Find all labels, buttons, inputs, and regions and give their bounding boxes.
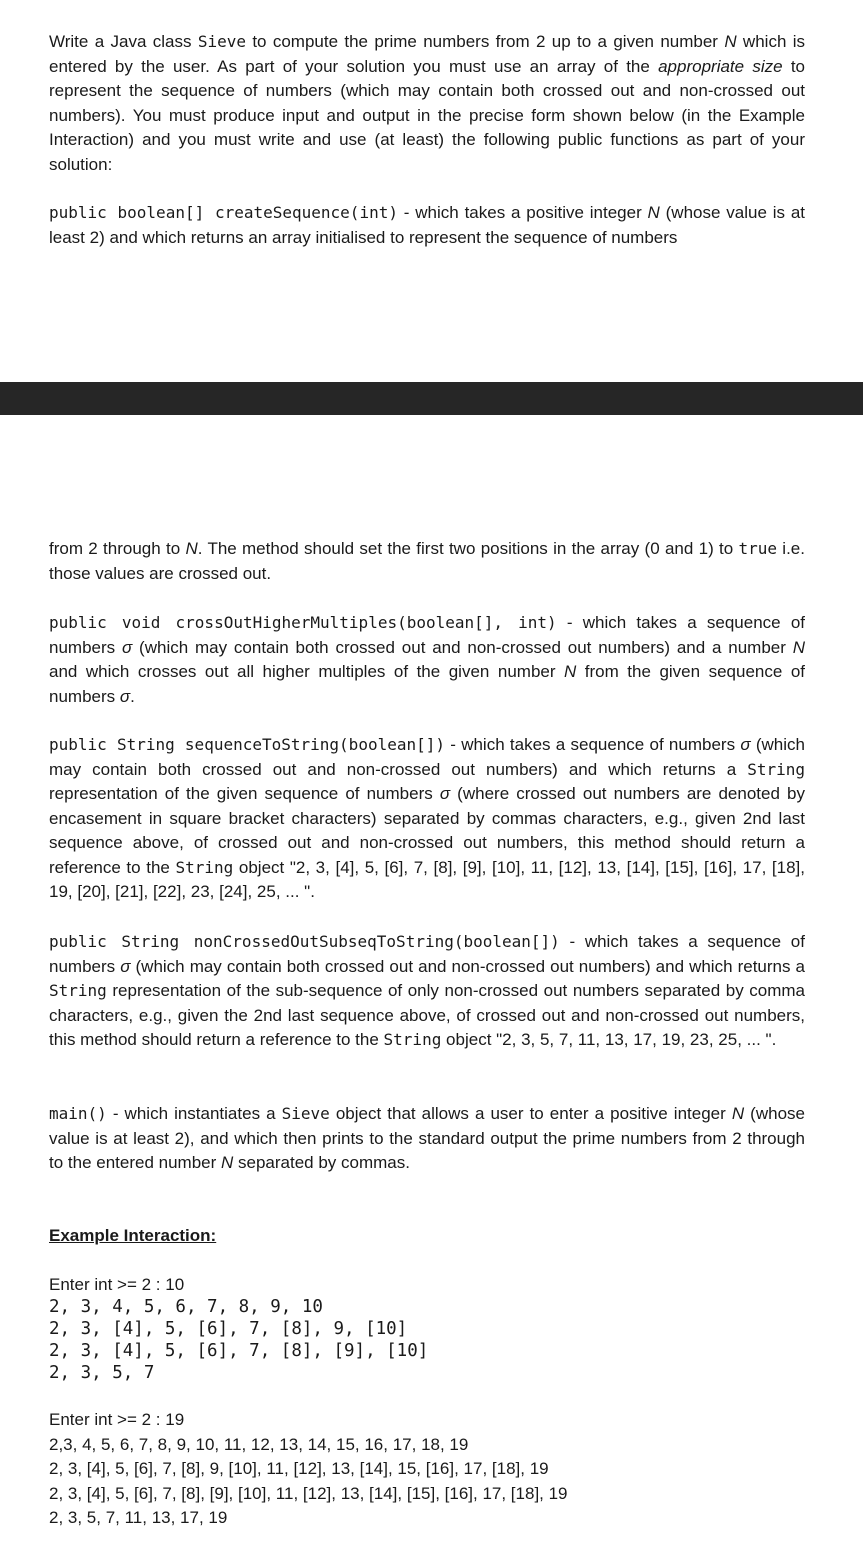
code-string: String: [383, 1030, 442, 1049]
text: to compute the prime numbers from 2 up to a given number: [245, 32, 725, 51]
sigma: σ: [439, 784, 451, 803]
run1-line: 2, 3, [4], 5, [6], 7, [8], 9, [10]: [49, 1319, 408, 1339]
text: object "2, 3, [4], 5, [6], 7, [8], [9], [10], 11, [12], 13, [14], [15], [16], 17, [18], 19, [20], [21], [22], 23, [24], 25, ... ".: [49, 857, 805, 901]
noncrossed-paragraph: [49, 930, 805, 1053]
text: - which takes a sequence of numbers: [49, 613, 805, 657]
code-signature: public String nonCrossedOutSubseqToString(boolean[]): [49, 932, 560, 951]
code-string: String: [175, 857, 234, 877]
text: i.e. those values are crossed out.: [49, 539, 805, 583]
text: separated by commas.: [233, 1153, 410, 1172]
create-sequence-continued: [49, 537, 805, 586]
code-string: String: [747, 759, 805, 779]
text: - which instantiates a: [106, 1104, 282, 1123]
text: (which may contain both crossed out and non-crossed out numbers) and which returns a: [49, 735, 805, 779]
text: and which crosses out all higher multiples of the given number: [49, 662, 565, 681]
run2-line: 2,3, 4, 5, 6, 7, 8, 9, 10, 11, 12, 13, 14, 15, 16, 17, 18, 19: [49, 1434, 469, 1454]
code-signature: public String sequenceToString(boolean[]): [49, 735, 446, 754]
text: Write a Java class: [49, 32, 198, 51]
code-signature: public void crossOutHigherMultiples(boolean[], int): [49, 613, 557, 632]
code-class-name: Sieve: [197, 32, 246, 51]
sequence-to-string-paragraph: [49, 733, 805, 905]
text: - which takes a sequence of numbers: [445, 735, 741, 754]
example-run-2: [49, 1408, 805, 1531]
run1-line: 2, 3, 5, 7: [49, 1363, 155, 1383]
text: representation of the sub-sequence of only non-crossed out numbers separated by comma characters, e.g., given the 2nd last sequence above, of crossed out and non-crossed out numbers, this method should return a reference to the: [49, 981, 805, 1049]
run1-prompt: Enter int >= 2 : 10: [49, 1275, 185, 1294]
sigma: σ: [121, 637, 133, 657]
run2-line: 2, 3, 5, 7, 11, 13, 17, 19: [49, 1508, 228, 1527]
run2-prompt: Enter int >= 2 : 19: [49, 1410, 185, 1429]
code-true: true: [738, 539, 778, 558]
run1-line: 2, 3, 4, 5, 6, 7, 8, 9, 10: [49, 1297, 323, 1317]
sigma: σ: [120, 956, 131, 976]
text: object "2, 3, 5, 7, 11, 13, 17, 19, 23, 25, ... ".: [441, 1030, 777, 1049]
intro-paragraph: [49, 30, 805, 177]
var-n: N: [221, 1153, 234, 1172]
text: (which may contain both crossed out and non-crossed out numbers) and which returns a: [130, 956, 805, 976]
text: object that allows a user to enter a positive integer: [329, 1104, 732, 1123]
text: (whose value is at least 2) and which returns an array initialised to represent the sequence of numbers: [49, 203, 805, 247]
var-n: N: [564, 662, 577, 681]
code-string: String: [49, 981, 107, 1000]
text: representation of the given sequence of numbers: [49, 784, 440, 803]
redaction-bar: [0, 382, 863, 415]
var-n: N: [185, 539, 198, 558]
var-n: N: [731, 1104, 745, 1123]
run1-line: 2, 3, [4], 5, [6], 7, [8], [9], [10]: [49, 1341, 429, 1361]
text: (where crossed out numbers are denoted by encasement in square bracket characters) separated by commas characters, e.g., given 2nd last sequence above, of crossed out and non-crossed out numbers, this method should return a reference to the: [49, 784, 805, 877]
code-class-name: Sieve: [281, 1104, 330, 1123]
text: .: [130, 686, 135, 706]
text: from the given sequence of numbers: [49, 662, 805, 706]
text: from 2 through to: [49, 539, 186, 558]
run2-line: 2, 3, [4], 5, [6], 7, [8], [9], [10], 11, [12], 13, [14], [15], [16], 17, [18], 19: [49, 1483, 568, 1503]
create-sequence-paragraph: [49, 201, 805, 250]
text: - which takes a sequence of numbers: [49, 932, 805, 976]
emphasis: appropriate size: [658, 56, 783, 76]
example-run-1: [49, 1273, 805, 1384]
sigma: σ: [119, 686, 131, 706]
text: - which takes a positive integer: [397, 203, 648, 222]
main-paragraph: [49, 1102, 805, 1176]
run2-line: 2, 3, [4], 5, [6], 7, [8], 9, [10], 11, [12], 13, [14], 15, [16], 17, [18], 19: [49, 1459, 549, 1478]
sigma: σ: [740, 735, 751, 754]
text: (which may contain both crossed out and non-crossed out numbers) and a number: [132, 637, 793, 657]
text: (whose value is at least 2), and which then prints to the standard output the prime numbers from 2 through to the entered number: [49, 1104, 805, 1172]
text: . The method should set the first two positions in the array (0 and 1) to: [197, 539, 739, 558]
cross-out-paragraph: [49, 611, 805, 709]
var-n: N: [724, 32, 737, 51]
var-n: N: [647, 203, 660, 222]
example-heading: Example Interaction:: [49, 1226, 217, 1245]
code-signature: main(): [49, 1104, 107, 1123]
code-signature: public boolean[] createSequence(int): [49, 203, 398, 222]
text: to represent the sequence of numbers (which may contain both crossed out and non-crossed out numbers). You must produce input and output in the precise form shown below (in the Example Interaction) and you must write and use (at least) the following public functions as part of your solution:: [49, 56, 805, 174]
var-n: N: [792, 637, 806, 657]
text: which is entered by the user. As part of your solution you must use an array of the: [49, 32, 806, 76]
